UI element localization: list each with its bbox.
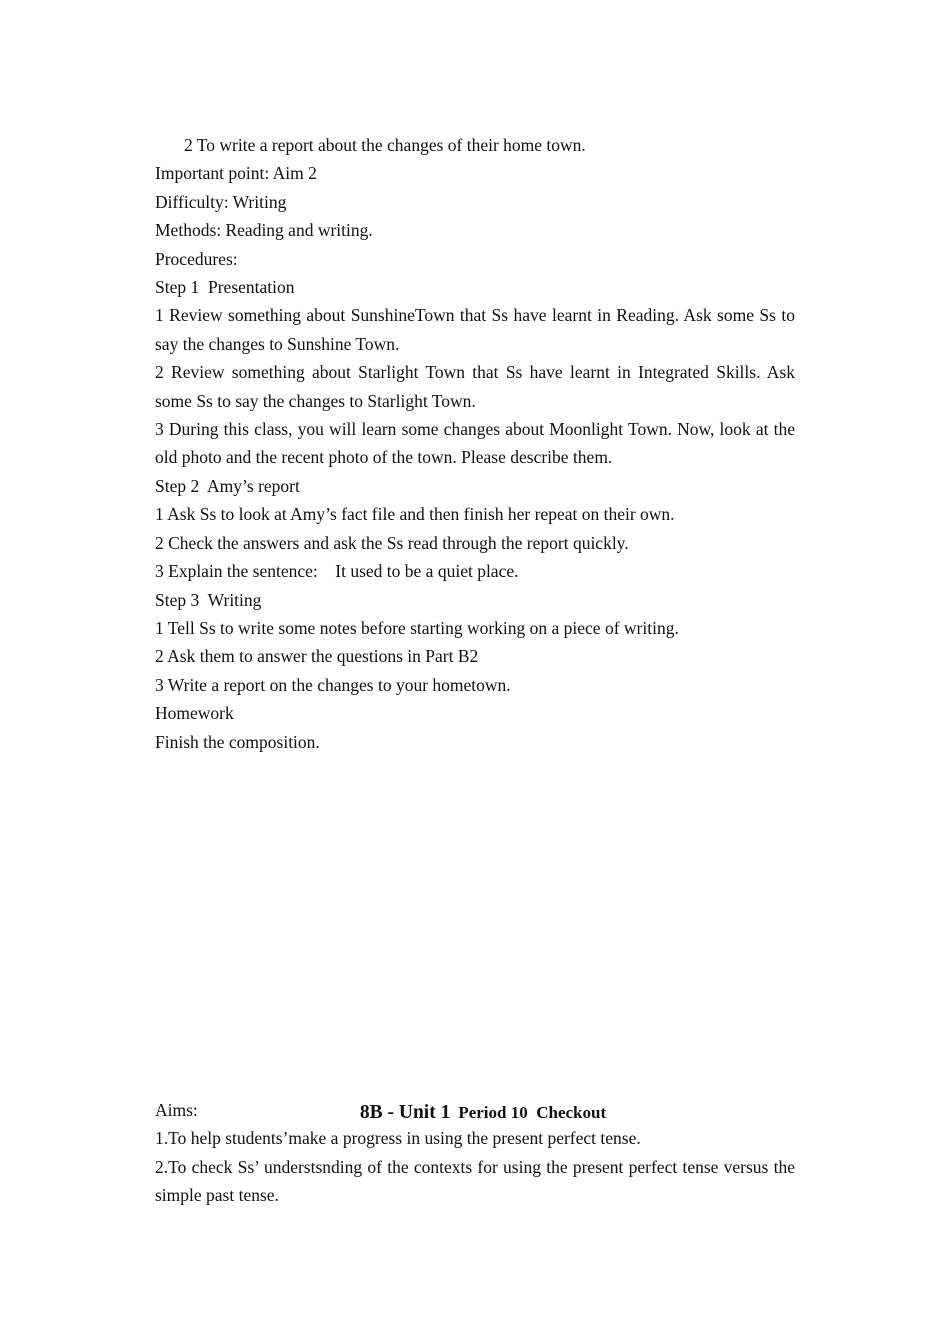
step-1-item: 1 Review something about SunshineTown that Ss have learnt in Reading. Ask some Ss to say the changes to Sunshine Town. [155,305,795,354]
aims-label: Aims: [155,1100,198,1120]
important-point-line: Important point: Aim 2 [155,163,317,184]
step-2-item: 2 Check the answers and ask the Ss read through the report quickly. [155,532,629,553]
unit-title: 8B - Unit 1 [359,1102,451,1123]
aims-section [155,1096,795,1210]
homework-label: Homework [155,703,234,724]
aim-2-line: 2 To write a report about the changes of their home town. [184,135,586,155]
procedures-label: Procedures: [155,248,238,269]
step-3-item: 2 Ask them to answer the questions in Part B2 [155,646,479,667]
difficulty-line: Difficulty: Writing [155,191,287,212]
step-2-item: 3 Explain the sentence: It used to be a quiet place. [155,561,519,582]
step-1-item: 2 Review something about Starlight Town that Ss have learnt in Integrated Skills. Ask some Ss to say the changes to Starlight Town. [155,362,795,411]
methods-line: Methods: Reading and writing. [155,220,373,241]
step-1-title: Step 1 Presentation [155,277,295,298]
aim-item: 2.To check Ss’ understsnding of the contexts for using the present perfect tense versus the simple past tense. [155,1156,795,1206]
lesson-plan-section [155,131,795,756]
step-1-item: 3 During this class, you will learn some changes about Moonlight Town. Now, look at the old photo and the recent photo of the town. Please describe them. [155,419,795,468]
step-3-item: 3 Write a report on the changes to your hometown. [155,674,511,695]
homework-text: Finish the composition. [155,731,320,752]
step-3-item: 1 Tell Ss to write some notes before starting working on a piece of writing. [155,617,679,638]
step-2-item: 1 Ask Ss to look at Amy’s fact file and then finish her repeat on their own. [155,504,675,525]
aim-item: 1.To help students’make a progress in using the present perfect tense. [155,1128,641,1149]
period-title: Period 10 Checkout [458,1103,607,1122]
step-2-title: Step 2 Amy’s report [155,475,300,496]
step-3-title: Step 3 Writing [155,589,262,610]
